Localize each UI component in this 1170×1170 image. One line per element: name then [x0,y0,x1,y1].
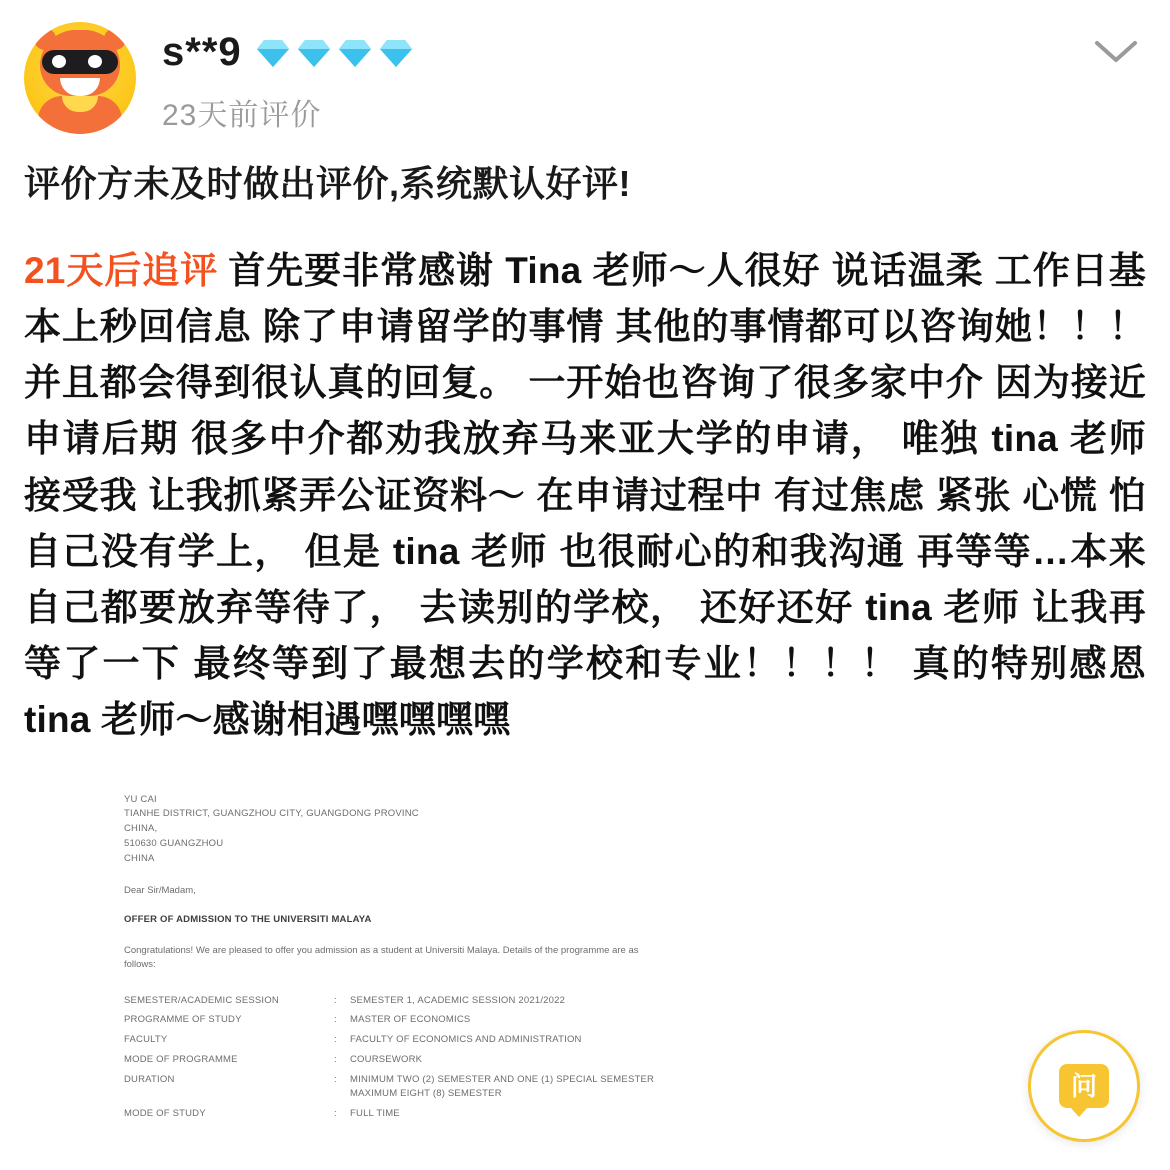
detail-colon: : [334,1034,337,1046]
review-append-block [24,243,1146,749]
diamond-icon [256,38,290,68]
detail-label: DURATION [124,1073,175,1085]
detail-colon: : [334,1107,337,1119]
detail-value: COURSEWORK [350,1053,423,1065]
append-tag: 21天后追评 [24,249,219,291]
table-row [124,1104,676,1124]
table-row [124,1031,676,1051]
review-body [0,130,1170,1130]
detail-colon: : [334,1053,337,1065]
table-row [124,1011,676,1031]
detail-label: PROGRAMME OF STUDY [124,1014,242,1026]
reviewer-info [162,22,1146,134]
letter-salutation: Dear Sir/Madam, [124,885,196,897]
ask-bubble-icon [1059,1064,1109,1108]
table-row [124,991,676,1011]
letter-address [124,793,676,867]
diamond-icon [338,38,372,68]
table-row [124,1070,676,1104]
diamond-icon [297,38,331,68]
letter-details-table [124,991,676,1124]
attachment-image[interactable] [120,771,680,1131]
table-row [124,1050,676,1070]
review-header [0,0,1170,130]
ask-button-label: 问 [1070,1071,1097,1101]
reviewer-name: s**9 [162,30,242,74]
address-line: 510630 GUANGZHOU [124,837,224,849]
detail-label: SEMESTER/ACADEMIC SESSION [124,994,279,1006]
offer-letter [120,771,680,1131]
ask-button[interactable] [1028,1030,1140,1142]
chevron-down-icon [1093,37,1139,65]
letter-subject: OFFER OF ADMISSION TO THE UNIVERSITI MALAYA [124,914,372,926]
review-first-line: 评价方未及时做出评价,系统默认好评! [24,163,631,204]
detail-label: MODE OF PROGRAMME [124,1053,238,1065]
address-line: TIANHE DISTRICT, GUANGZHOU CITY, GUANGDONG PROVINC [124,808,419,820]
avatar[interactable] [24,22,136,134]
detail-colon: : [334,994,337,1006]
review-timestamp: 23天前评价 [162,99,322,132]
detail-value: FACULTY OF ECONOMICS AND ADMINISTRATION [350,1034,582,1046]
address-line: CHINA, [124,823,158,835]
address-line: YU CAI [124,793,157,805]
detail-label: FACULTY [124,1034,168,1046]
detail-value: SEMESTER 1, ACADEMIC SESSION 2021/2022 [350,994,566,1006]
detail-value: MASTER OF ECONOMICS [350,1014,471,1026]
name-row [162,32,1146,72]
address-line: CHINA [124,852,155,864]
detail-colon: : [334,1073,337,1085]
detail-label: MODE OF STUDY [124,1107,206,1119]
diamond-icon [379,38,413,68]
avatar-eye-left [52,55,66,68]
letter-paragraph: Congratulations! We are pleased to offer you admission as a student at Universiti Malaya. Details of the programme are as follows: [124,944,639,971]
collapse-toggle[interactable] [1088,28,1144,74]
detail-value: MINIMUM TWO (2) SEMESTER AND ONE (1) SPECIAL SEMESTER MAXIMUM EIGHT (8) SEMESTER [350,1073,655,1100]
detail-colon: : [334,1014,337,1026]
avatar-eye-right [88,55,102,68]
rating-diamonds [256,38,413,68]
detail-value: FULL TIME [350,1107,400,1119]
append-text: 首先要非常感谢 Tina 老师～人很好 说话温柔 工作日基本上秒回信息 除了申请留学的事情 其他的事情都可以咨询她！！！ 并且都会得到很认真的回复。 一开始也咨询了很多家中介 因为接近申请后期 很多中介都劝我放弃马来亚大学的申请， 唯独 tina 老师 接受我 让我抓紧弄公证资料～ 在申请过程中 有过焦虑 紧张 心慌 怕自己没有学上， 但是 tina 老师 也很耐心的和我沟通 再等等…本来自己都要放弃等待了， 去读别的学校， 还好还好 tina 老师 让我再等了一下 最终等到了最想去的学校和专业！！！！ 真的特别感恩 tina 老师～感谢相遇嘿嘿嘿嘿 [24,249,1147,741]
